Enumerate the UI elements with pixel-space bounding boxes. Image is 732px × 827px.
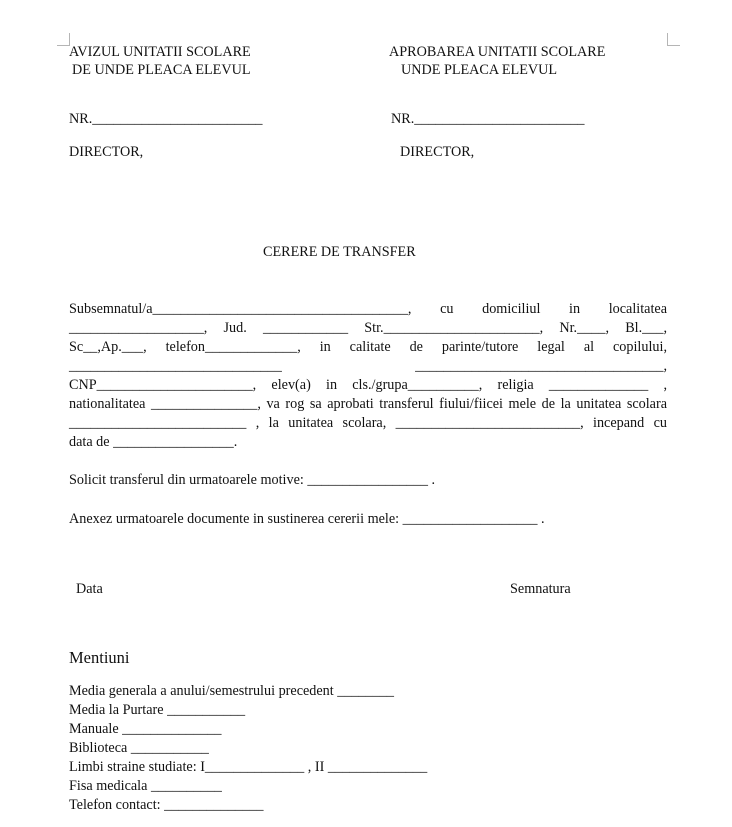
signature-label: Semnatura (510, 581, 571, 597)
anexe-line: Anexez urmatoarele documente in sustinerea cererii mele: ___________________ . (69, 511, 545, 527)
mention-item: Media generala a anului/semestrului precedent ________ (69, 683, 395, 699)
crop-mark-top-right (667, 33, 680, 46)
body-line: data de _________________. (69, 434, 238, 450)
date-label: Data (76, 581, 103, 597)
body-line: _________________________ , la unitatea scolara, __________________________, incepand cu (69, 415, 667, 431)
mention-item: Limbi straine studiate: I______________ , II ______________ (69, 759, 428, 775)
body-line: CNP______________________, elev(a) in cls./grupa__________, religia ______________ , (69, 377, 667, 393)
director-right: DIRECTOR, (400, 144, 475, 160)
header-right-line1: APROBAREA UNITATII SCOLARE (389, 44, 606, 60)
director-left: DIRECTOR, (69, 144, 144, 160)
body-line: Sc__,Ap.___, telefon_____________, in calitate de parinte/tutore legal al copilului, (69, 339, 667, 355)
body-line: Subsemnatul/a____________________________________, cu domiciliul in localitatea (69, 301, 667, 317)
mention-item: Telefon contact: ______________ (69, 797, 264, 813)
nr-field-right: NR.________________________ (391, 111, 585, 127)
nr-field-left: NR.________________________ (69, 111, 263, 127)
motive-line: Solicit transferul din urmatoarele motive: _________________ . (69, 472, 436, 488)
body-line: ___________________, Jud. ____________ Str.______________________, Nr.____, Bl.___, (69, 320, 667, 336)
body-line: ______________________________ ___________________________________, (69, 358, 667, 374)
mention-item: Media la Purtare ___________ (69, 702, 246, 718)
mention-item: Biblioteca ___________ (69, 740, 209, 756)
mention-item: Fisa medicala __________ (69, 778, 222, 794)
header-left-line2: DE UNDE PLEACA ELEVUL (72, 62, 251, 78)
header-right-line2: UNDE PLEACA ELEVUL (401, 62, 558, 78)
mention-item: Manuale ______________ (69, 721, 222, 737)
body-line: nationalitatea _______________, va rog sa aprobati transferul fiului/fiicei mele de la unitatea scolara (69, 396, 667, 412)
mentions-title: Mentiuni (69, 648, 130, 667)
document-title: CERERE DE TRANSFER (263, 244, 416, 260)
header-left-line1: AVIZUL UNITATII SCOLARE (69, 44, 251, 60)
